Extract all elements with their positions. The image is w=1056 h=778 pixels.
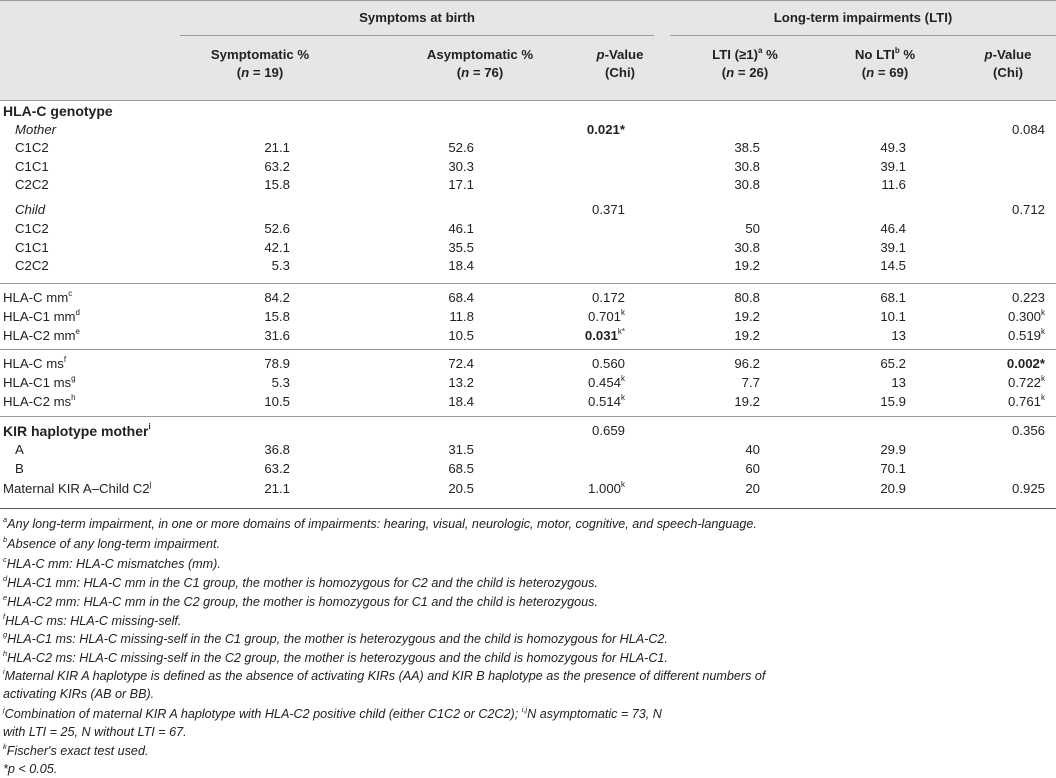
cell-footnote-mark: k [1041,326,1045,336]
cell-value: 0.925 [1011,481,1045,496]
footnote-e: $^e$HLA-C2 mm: HLA-C mm in the C2 group, the mother is homozygous for C1 and the child is heterozygous. [3,592,598,609]
cell-value: 21.1 [264,481,290,496]
cell-value: 15.9 [880,394,906,409]
cell-v2 [448,393,474,411]
cell-v3 [745,220,760,238]
footnote-h: $^h$HLA-C2 ms: HLA-C missing-self in the C2 group, the mother is heterozygous and the child is homozygous for HLA-C1. [3,648,668,665]
cell-v1 [272,374,290,392]
row-label [15,441,24,459]
cell-value: 19.2 [734,309,760,324]
row-label-text: Mother [15,122,57,137]
cell-v4 [880,158,906,176]
cell-value: 35.5 [448,240,474,255]
cell-v1 [272,257,290,275]
cell-v2 [449,308,474,326]
cell-p2 [1012,480,1045,498]
row-label [15,121,56,139]
cell-value: 46.4 [880,221,906,236]
cell-value: 0.519 [1007,328,1041,343]
col-header-asymptomatic: Asymptomatic % (n = 76) [426,47,534,80]
row-label [3,355,66,373]
cell-v4 [891,374,906,392]
cell-p1 [588,393,625,411]
cell-p1 [587,121,625,139]
cell-value: 13.2 [448,375,474,390]
cell-value: 15.8 [264,309,290,324]
cell-p1 [592,422,625,440]
cell-v3 [734,355,760,373]
cell-value: 0.021* [586,122,625,137]
cell-value: 17.1 [448,177,474,192]
cell-v4 [880,480,906,498]
cell-footnote-mark: k [1041,373,1045,383]
group-header-lti: Long-term impairments (LTI) [773,10,953,25]
cell-v2 [448,239,474,257]
cell-value: 31.5 [448,442,474,457]
cell-value: 0.761 [1007,394,1041,409]
col-header-no-lti: No LTI$^b$ % (n = 69) [854,45,916,80]
cell-p1 [585,327,625,345]
cell-value: 38.5 [734,140,760,155]
row-label-text: HLA-C ms [3,356,64,371]
row-label [3,393,76,411]
cell-value: 0.002* [1006,356,1045,371]
cell-value: 0.514 [587,394,621,409]
cell-v1 [264,158,290,176]
cell-v2 [448,374,474,392]
row-label [15,176,49,194]
cell-v1 [264,393,290,411]
cell-v1 [264,327,290,345]
cell-value: 60 [745,461,760,476]
footnote-g: $^g$HLA-C1 ms: HLA-C missing-self in the C1 group, the mother is heterozygous and the child is homozygous for HLA-C2. [3,629,668,646]
row-label-footnote-mark: c [68,288,73,298]
cell-v2 [448,480,474,498]
cell-value: 42.1 [264,240,290,255]
cell-p2 [1008,393,1045,411]
cell-value: 30.8 [734,177,760,192]
row-label [15,239,49,257]
cell-v4 [880,393,906,411]
row-label-text: HLA-C mm [3,290,69,305]
cell-value: 5.3 [271,375,290,390]
col-header-pvalue-2: p-Value (Chi) [984,47,1032,80]
cell-value: 7.7 [741,375,760,390]
row-label [3,102,113,120]
cell-v4 [880,220,906,238]
cell-value: 19.2 [734,328,760,343]
cell-value: 39.1 [880,159,906,174]
cell-footnote-mark: k* [617,326,625,336]
cell-v2 [448,327,474,345]
cell-v4 [880,355,906,373]
cell-value: 31.6 [264,328,290,343]
cell-value: 78.9 [264,356,290,371]
rule-section-3 [0,416,1056,417]
cell-v3 [745,441,760,459]
cell-value: 20 [745,481,760,496]
row-label-text: C1C1 [15,159,49,174]
cell-value: 0.701 [587,309,621,324]
cell-footnote-mark: k [621,373,625,383]
cell-p2 [1012,121,1045,139]
cell-value: 0.371 [591,202,625,217]
cell-v4 [881,176,906,194]
cell-v3 [734,327,760,345]
cell-value: 50 [745,221,760,236]
cell-value: 52.6 [264,221,290,236]
cell-value: 15.8 [264,177,290,192]
cell-value: 68.5 [448,461,474,476]
cell-value: 18.4 [448,394,474,409]
cell-v1 [264,308,290,326]
row-label-footnote-mark: e [75,326,80,336]
row-label-text: HLA-C2 mm [3,328,76,343]
cell-value: 18.4 [448,258,474,273]
cell-v2 [448,139,474,157]
cell-v2 [448,355,474,373]
row-label-text: A [15,442,24,457]
cell-v3 [734,239,760,257]
cell-value: 0.722 [1007,375,1041,390]
cell-value: 40 [745,442,760,457]
cell-v2 [448,289,474,307]
cell-v2 [448,158,474,176]
row-label [3,289,72,307]
cell-v4 [880,139,906,157]
row-label-text: Child [15,202,46,217]
cell-v1 [264,176,290,194]
group-rule-lti [670,35,1056,36]
cell-v3 [734,158,760,176]
row-label [3,327,80,345]
cell-p1 [588,480,625,498]
cell-v2 [448,441,474,459]
top-rule [0,0,1056,1]
cell-value: 13 [891,375,906,390]
cell-value: 0.712 [1011,202,1045,217]
cell-value: 21.1 [264,140,290,155]
cell-v4 [880,257,906,275]
rule-table-bottom [0,508,1056,509]
cell-value: 20.5 [448,481,474,496]
cell-p2 [1012,422,1045,440]
cell-value: 29.9 [880,442,906,457]
row-label-text: C2C2 [15,258,49,273]
cell-value: 68.4 [448,290,474,305]
footnote-c: $^c$HLA-C mm: HLA-C mismatches (mm). [3,554,221,571]
cell-value: 0.560 [591,356,625,371]
cell-v4 [880,239,906,257]
row-label [15,201,45,219]
row-label-footnote-mark: j [149,479,152,489]
cell-value: 84.2 [264,290,290,305]
row-label-text: KIR haplotype mother [3,423,149,439]
row-label [15,257,49,275]
row-label [15,158,49,176]
group-rule-symptoms [180,35,654,36]
rule-section-1 [0,283,1056,284]
cell-value: 63.2 [264,461,290,476]
footnote-b: $^b$Absence of any long-term impairment. [3,534,220,551]
col-header-lti: LTI (≥1)$^a$ % (n = 26) [712,45,778,80]
cell-p1 [588,308,625,326]
row-label [15,220,49,238]
cell-value: 0.356 [1011,423,1045,438]
cell-p1 [592,289,625,307]
cell-v1 [264,441,290,459]
cell-value: 63.2 [264,159,290,174]
cell-v4 [891,327,906,345]
col-header-pvalue-1: p-Value (Chi) [596,47,644,80]
rule-header-bottom [0,100,1056,101]
row-label-footnote-mark: f [63,354,67,364]
cell-value: 0.659 [591,423,625,438]
row-label-text: C1C1 [15,240,49,255]
row-label [3,422,151,440]
cell-value: 1.000 [587,481,621,496]
row-label-text: C1C2 [15,140,49,155]
cell-v1 [264,220,290,238]
cell-value: 96.2 [734,356,760,371]
cell-v1 [264,139,290,157]
cell-value: 19.2 [734,258,760,273]
cell-v4 [880,460,906,478]
cell-v1 [264,460,290,478]
row-label [3,480,151,498]
cell-v3 [734,257,760,275]
cell-v1 [264,355,290,373]
cell-value: 30.8 [734,159,760,174]
cell-value: 30.3 [448,159,474,174]
cell-p2 [1008,374,1045,392]
cell-v3 [734,139,760,157]
row-label-text: Maternal KIR A–Child C2 [3,481,150,496]
cell-value: 0.031 [584,328,618,343]
cell-value: 10.5 [264,394,290,409]
cell-value: 52.6 [448,140,474,155]
row-label-footnote-mark: i [148,422,151,432]
cell-v4 [880,308,906,326]
row-label-text: HLA-C1 ms [3,375,72,390]
cell-p2 [1012,289,1045,307]
row-label-text: B [15,461,24,476]
cell-value: 0.454 [587,375,621,390]
cell-v4 [880,441,906,459]
cell-value: 65.2 [880,356,906,371]
cell-value: 0.084 [1011,122,1045,137]
row-label [15,139,49,157]
row-label-text: C2C2 [15,177,49,192]
cell-v3 [734,289,760,307]
cell-value: 68.1 [880,290,906,305]
cell-value: 70.1 [880,461,906,476]
cell-value: 0.300 [1007,309,1041,324]
cell-p2 [1007,355,1045,373]
cell-footnote-mark: k [1041,307,1045,317]
cell-value: 39.1 [880,240,906,255]
row-label [3,308,80,326]
cell-value: 46.1 [448,221,474,236]
cell-value: 0.172 [591,290,625,305]
cell-value: 80.8 [734,290,760,305]
group-header-symptoms: Symptoms at birth [359,10,475,25]
row-label-footnote-mark: g [71,373,76,383]
row-label-footnote-mark: d [75,307,80,317]
cell-v3 [742,374,760,392]
cell-value: 13 [891,328,906,343]
cell-v2 [448,220,474,238]
cell-v4 [880,289,906,307]
cell-value: 14.5 [880,258,906,273]
cell-footnote-mark: k [1041,392,1045,402]
cell-p1 [592,201,625,219]
cell-value: 10.5 [448,328,474,343]
cell-footnote-mark: k [621,307,625,317]
footnote-f: $^f$HLA-C ms: HLA-C missing-self. [3,611,182,628]
cell-value: 0.223 [1011,290,1045,305]
footnote-a: $^a$Any long-term impairment, in one or more domains of impairments: hearing, visual, neurologic, motor, cognitive, and speech-language. [3,514,757,531]
cell-p2 [1008,327,1045,345]
cell-p2 [1008,308,1045,326]
cell-value: 10.1 [880,309,906,324]
rule-section-2 [0,349,1056,350]
cell-value: 11.6 [881,177,906,192]
footnote-star: *p < 0.05. [3,762,58,776]
cell-v3 [734,393,760,411]
row-label-text: C1C2 [15,221,49,236]
row-label-text: HLA-C genotype [3,103,113,119]
cell-value: 5.3 [271,258,290,273]
cell-p1 [592,355,625,373]
cell-p2 [1012,201,1045,219]
cell-value: 30.8 [734,240,760,255]
col-header-symptomatic: Symptomatic % (n = 19) [210,47,310,80]
row-label-text: HLA-C1 mm [3,309,76,324]
row-label-footnote-mark: h [71,392,76,402]
cell-v2 [448,257,474,275]
cell-value: 36.8 [264,442,290,457]
footnote-j: $^j$Combination of maternal KIR A haplotype with HLA-C2 positive child (either C1C2 or C2C2); $^{i,j}$N asymptomatic = 73, N with LTI = 25, N without LTI = 67. [3,704,662,739]
cell-footnote-mark: k [621,479,625,489]
cell-v1 [264,289,290,307]
cell-value: 19.2 [734,394,760,409]
cell-v1 [264,239,290,257]
cell-footnote-mark: k [621,392,625,402]
cell-v3 [734,308,760,326]
footnote-k: $^k$Fischer's exact test used. [3,741,149,758]
cell-v2 [448,460,474,478]
cell-v3 [745,460,760,478]
cell-v2 [448,176,474,194]
footnote-i: $^i$Maternal KIR A haplotype is defined as the absence of activating KIRs (AA) and KIR B haplotype as the presence of different numbers of activating KIRs (AB or BB). [3,666,766,701]
cell-v3 [734,176,760,194]
cell-v1 [264,480,290,498]
row-label [15,460,24,478]
cell-v3 [745,480,760,498]
row-label-text: HLA-C2 ms [3,394,72,409]
cell-value: 20.9 [880,481,906,496]
row-label [3,374,76,392]
cell-value: 49.3 [880,140,906,155]
footnote-d: $^d$HLA-C1 mm: HLA-C mm in the C1 group, the mother is homozygous for C2 and the child is heterozygous. [3,573,598,590]
cell-value: 11.8 [449,309,474,324]
cell-value: 72.4 [448,356,474,371]
cell-p1 [588,374,625,392]
